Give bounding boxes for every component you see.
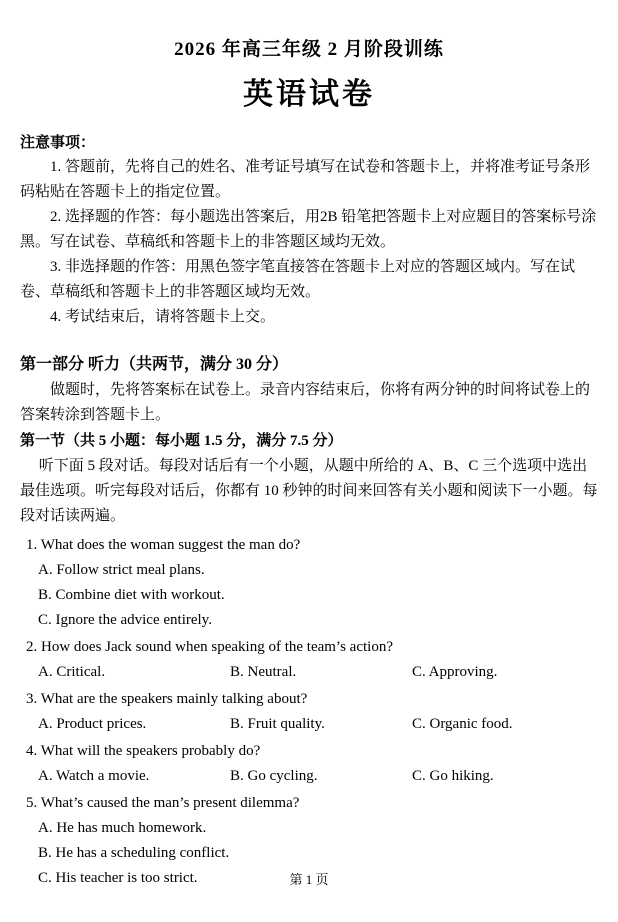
question-text: 4. What will the speakers probably do?	[26, 743, 261, 759]
question-1	[20, 533, 598, 633]
notice-item-1: 1. 答题前，先将自己的姓名、准考证号填写在试卷和答题卡上，并将准考证号条形码粘贴在答题卡上的指定位置。	[20, 159, 591, 200]
option: C. His teacher is too strict.	[38, 870, 198, 886]
option: B. He has a scheduling conflict.	[38, 845, 230, 861]
option: C. Organic food.	[412, 716, 513, 732]
section1-intro: 听下面 5 段对话。每段对话后有一个小题，从题中所给的 A、B、C 三个选项中选出最佳选项。听完每段对话后，你都有 10 秒钟的时间来回答有关小题和阅读下一小题。每段对话读两遍。	[20, 458, 598, 524]
option: C. Ignore the advice entirely.	[38, 612, 212, 628]
question-options	[20, 764, 598, 789]
question-options	[20, 558, 598, 633]
questions	[20, 533, 598, 891]
option: A. Follow strict meal plans.	[38, 562, 205, 578]
part1-heading: 第一部分 听力（共两节，满分 30 分）	[20, 356, 289, 373]
page-number: 第 1 页	[289, 872, 329, 887]
notice-item-4: 4. 考试结束后，请将答题卡上交。	[50, 309, 276, 325]
option: B. Fruit quality.	[230, 716, 325, 732]
option: B. Neutral.	[230, 664, 297, 680]
question-text: 1. What does the woman suggest the man do?	[26, 537, 301, 553]
exam-title: 2026 年高三年级 2 月阶段训练	[174, 39, 444, 60]
option: A. He has much homework.	[38, 820, 207, 836]
question-text: 2. How does Jack sound when speaking of the team’s action?	[26, 639, 393, 655]
question-3	[20, 687, 598, 737]
option: A. Product prices.	[38, 716, 147, 732]
question-2	[20, 635, 598, 685]
option: A. Watch a movie.	[38, 768, 150, 784]
question-text: 5. What’s caused the man’s present dilemma?	[26, 795, 300, 811]
notice-item-3: 3. 非选择题的作答：用黑色签字笔直接答在答题卡上对应的答题区域内。写在试卷、草稿纸和答题卡上的非答题区域均无效。	[20, 259, 576, 300]
notice-heading: 注意事项：	[20, 135, 96, 151]
question-options	[20, 712, 598, 737]
section1-heading: 第一节（共 5 小题：每小题 1.5 分，满分 7.5 分）	[20, 433, 343, 449]
option: B. Go cycling.	[230, 768, 318, 784]
question-options	[20, 660, 598, 685]
part1-intro: 做题时，先将答案标在试卷上。录音内容结束后，你将有两分钟的时间将试卷上的答案转涂到答题卡上。	[20, 382, 591, 423]
option: B. Combine diet with workout.	[38, 587, 225, 603]
option: C. Go hiking.	[412, 768, 494, 784]
notice-item-2: 2. 选择题的作答：每小题选出答案后，用2B 铅笔把答题卡上对应题目的答案标号涂黑。写在试卷、草稿纸和答题卡上的非答题区域均无效。	[20, 209, 597, 250]
spacer	[20, 330, 598, 352]
question-text: 3. What are the speakers mainly talking about?	[26, 691, 308, 707]
option: C. Approving.	[412, 664, 498, 680]
option: A. Critical.	[38, 664, 106, 680]
question-4	[20, 739, 598, 789]
exam-subtitle: 英语试卷	[243, 78, 375, 111]
